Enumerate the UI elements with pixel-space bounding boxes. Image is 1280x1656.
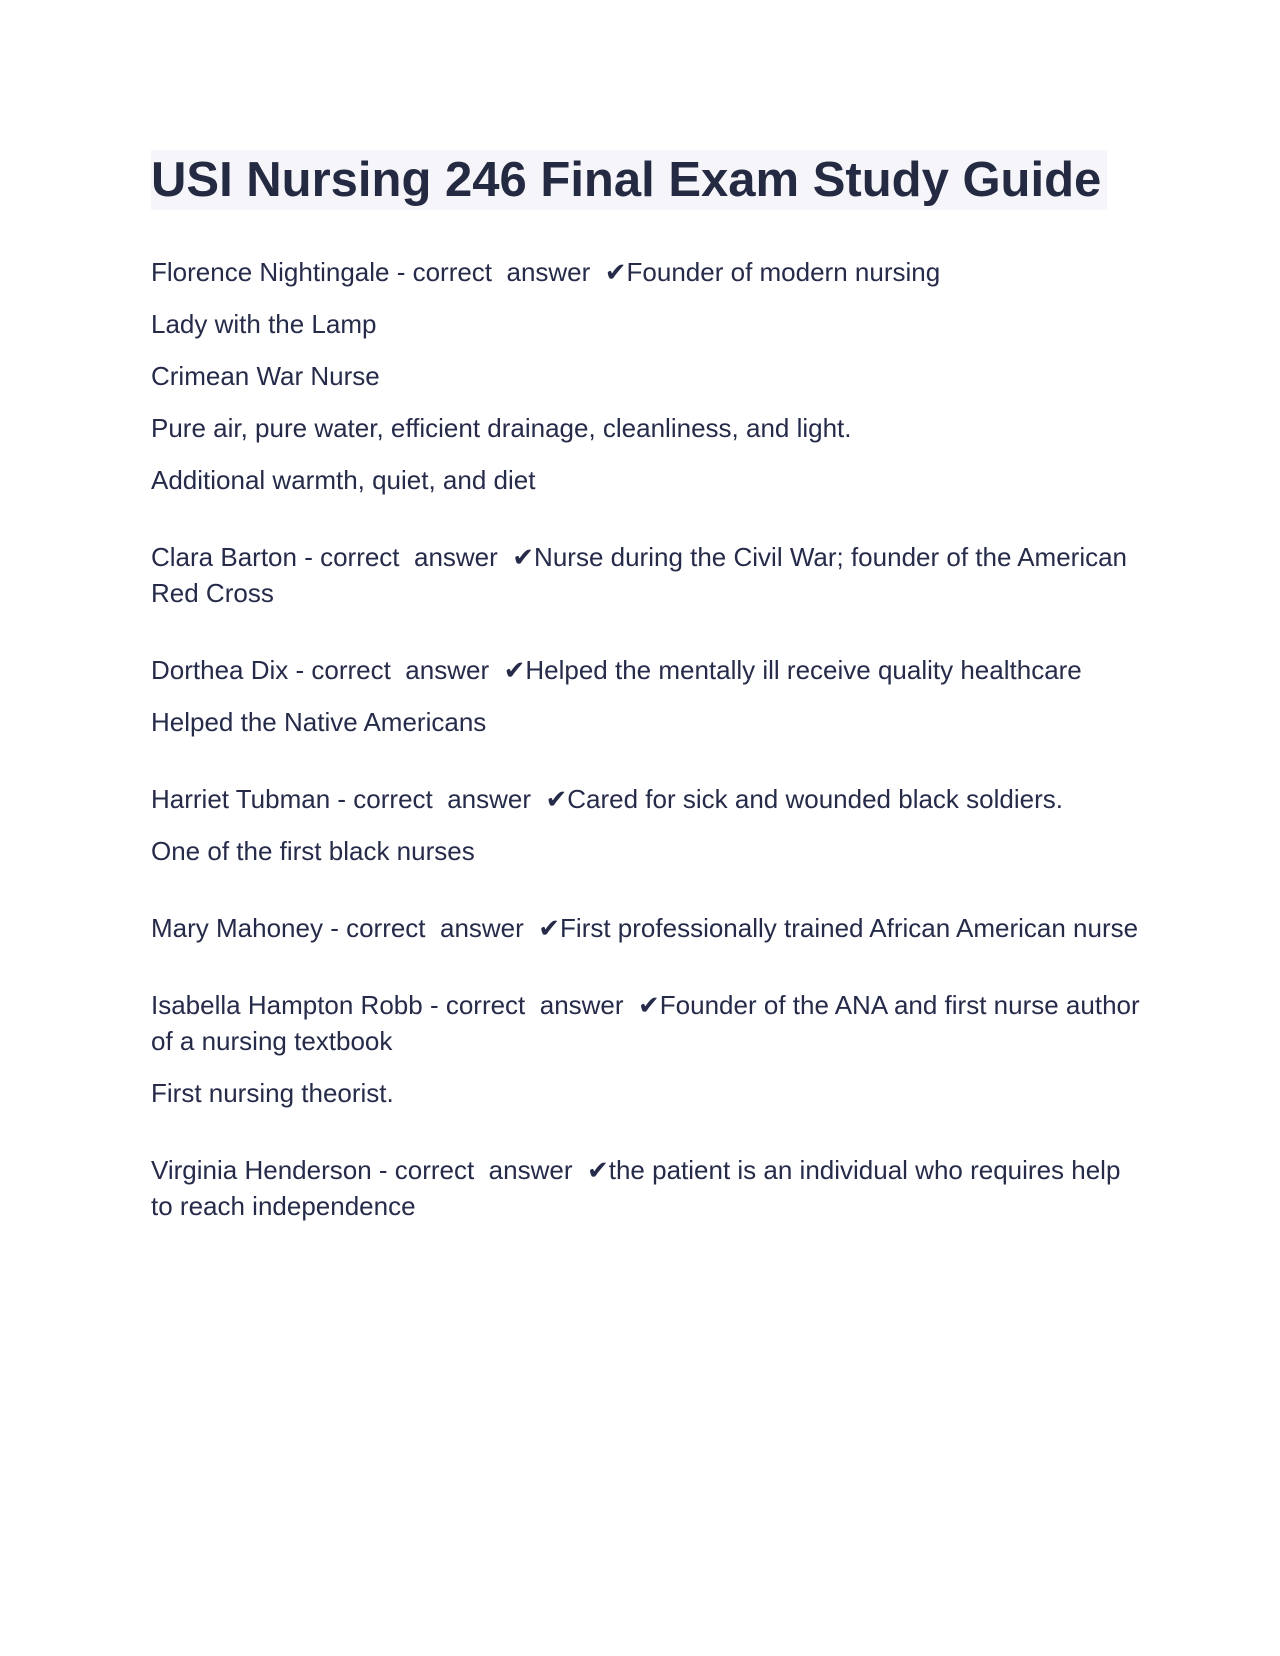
entry-list [151, 254, 1147, 1224]
correct-answer-label: - correct answer [288, 655, 504, 685]
correct-answer-label: - correct answer [389, 257, 605, 287]
entry-answer: the patient is an individual who requires help to reach independence [151, 1155, 1128, 1221]
entry-answer: Nurse during the Civil War; founder of the American Red Cross [151, 542, 1135, 608]
entry-question-answer [151, 254, 1141, 290]
checkmark-icon: ✔ [586, 1155, 609, 1185]
entry-detail: Additional warmth, quiet, and diet [151, 465, 536, 495]
checkmark-icon: ✔ [638, 990, 660, 1020]
checkmark-icon: ✔ [512, 542, 535, 572]
entry-answer: Helped the mentally ill receive quality healthcare [525, 655, 1082, 685]
entry-term: Dorthea Dix [151, 655, 289, 685]
checkmark-icon: ✔ [538, 913, 561, 943]
entry-term: Clara Barton [151, 542, 297, 572]
study-entry [151, 987, 1147, 1111]
study-entry [151, 910, 1141, 946]
checkmark-icon: ✔ [604, 257, 627, 287]
entry-question-answer [151, 539, 1141, 611]
entry-question-answer [151, 781, 1141, 817]
entry-detail: Lady with the Lamp [151, 309, 377, 339]
entry-answer: Founder of the ANA and first nurse author of a nursing textbook [151, 990, 1147, 1056]
entry-answer: Founder of modern nursing [626, 257, 941, 287]
entry-term: Mary Mahoney [151, 913, 323, 943]
entry-term: Isabella Hampton Robb [151, 990, 423, 1020]
checkmark-icon: ✔ [545, 784, 568, 814]
entry-detail: One of the first black nurses [151, 836, 475, 866]
correct-answer-label: - correct answer [371, 1155, 587, 1185]
page-title: USI Nursing 246 Final Exam Study Guide [151, 150, 1107, 210]
document-page [151, 150, 1147, 1265]
entry-answer: Cared for sick and wounded black soldiers. [567, 784, 1063, 814]
entry-answer: First professionally trained African American nurse [560, 913, 1139, 943]
entry-question-answer [151, 1152, 1141, 1224]
entry-detail: Crimean War Nurse [151, 361, 380, 391]
entry-question-answer [151, 987, 1147, 1059]
entry-detail: First nursing theorist. [151, 1078, 394, 1108]
entry-question-answer [151, 652, 1141, 688]
study-entry [151, 254, 1141, 498]
entry-detail: Helped the Native Americans [151, 707, 487, 737]
correct-answer-label: - correct answer [322, 913, 539, 943]
entry-term: Virginia Henderson [151, 1155, 372, 1185]
correct-answer-label: - correct answer [296, 542, 513, 572]
study-entry [151, 652, 1141, 740]
study-entry [151, 1152, 1141, 1224]
checkmark-icon: ✔ [503, 655, 526, 685]
entry-term: Florence Nightingale [151, 257, 390, 287]
entry-question-answer [151, 910, 1141, 946]
study-entry [151, 781, 1141, 869]
correct-answer-label: - correct answer [330, 784, 546, 814]
study-entry [151, 539, 1141, 611]
correct-answer-label: - correct answer [422, 990, 638, 1020]
entry-detail: Pure air, pure water, efficient drainage, cleanliness, and light. [151, 413, 852, 443]
entry-term: Harriet Tubman [151, 784, 331, 814]
